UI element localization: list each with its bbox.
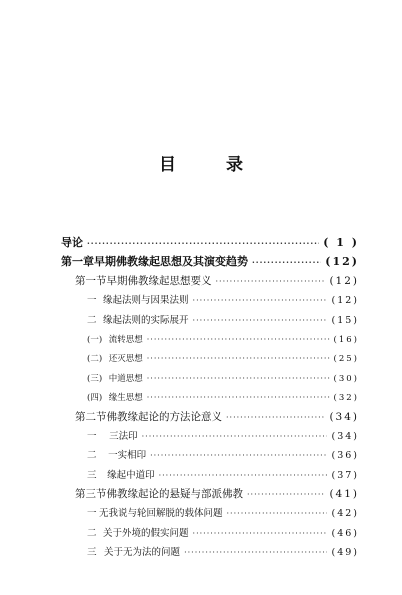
toc-entry-title: 佛教缘起论的悬疑与部派佛教 bbox=[106, 488, 243, 501]
toc-entry-number: 二 bbox=[87, 450, 97, 462]
dot-leader bbox=[193, 291, 328, 310]
dot-leader bbox=[252, 253, 321, 272]
toc-entry-number: (三) bbox=[87, 373, 103, 384]
toc-entry-page: (34) bbox=[331, 430, 359, 442]
dot-leader bbox=[193, 311, 328, 330]
toc-entry bbox=[61, 524, 359, 543]
dot-leader bbox=[147, 388, 330, 407]
toc-entry-page: (42) bbox=[331, 508, 359, 520]
toc-entry-title: 关于外境的假实问题 bbox=[103, 527, 189, 539]
toc-entry-page: (41) bbox=[329, 488, 359, 501]
toc-entry-title: 导论 bbox=[61, 236, 83, 249]
toc-entry-page: (32) bbox=[333, 393, 359, 404]
toc-entry-page: (12) bbox=[329, 274, 359, 287]
toc-entry-page: (36) bbox=[331, 450, 359, 462]
toc-entry-page: (37) bbox=[331, 469, 359, 481]
dot-leader bbox=[247, 485, 325, 504]
toc-entry-title: 中道思想 bbox=[108, 373, 143, 384]
toc-entry-page: (30) bbox=[333, 373, 359, 384]
dot-leader bbox=[87, 234, 319, 253]
toc-entry bbox=[61, 504, 359, 523]
dot-leader bbox=[216, 272, 326, 291]
toc-entry-title: 缘生思想 bbox=[108, 393, 143, 404]
toc-entry-page: (46) bbox=[331, 527, 359, 539]
toc-entry bbox=[61, 408, 359, 427]
toc-entry bbox=[61, 311, 359, 330]
toc-entry-page: ( 1 ) bbox=[323, 236, 359, 249]
toc-entry-title: 关于无为法的问题 bbox=[104, 547, 181, 559]
dot-leader bbox=[142, 427, 328, 446]
dot-leader bbox=[147, 369, 330, 388]
dot-leader bbox=[147, 349, 330, 368]
table-of-contents bbox=[61, 233, 359, 563]
toc-entry-title: 早期佛教缘起思想及其演变趋势 bbox=[94, 255, 248, 269]
toc-entry-page: (12) bbox=[325, 255, 359, 269]
toc-entry-title: 流转思想 bbox=[108, 334, 143, 345]
toc-entry bbox=[61, 252, 359, 271]
toc-entry-number: (四) bbox=[87, 393, 103, 404]
toc-entry-number: 第一章 bbox=[61, 255, 94, 269]
toc-entry bbox=[61, 291, 359, 310]
toc-entry-number: 第三节 bbox=[75, 488, 107, 501]
dot-leader bbox=[227, 504, 328, 523]
toc-entry bbox=[61, 446, 359, 465]
toc-entry-number: 二 bbox=[87, 314, 97, 326]
toc-entry-page: (34) bbox=[329, 410, 359, 423]
toc-entry-page: (49) bbox=[331, 547, 359, 559]
toc-entry bbox=[61, 466, 359, 485]
toc-entry-number: 第一节 bbox=[75, 274, 107, 287]
toc-entry-title: 一实相印 bbox=[108, 450, 147, 462]
toc-entry-number: 一 bbox=[87, 430, 97, 442]
toc-entry bbox=[61, 388, 359, 407]
toc-entry bbox=[61, 349, 359, 368]
toc-entry-title: 三法印 bbox=[109, 430, 138, 442]
dot-leader bbox=[159, 466, 328, 485]
toc-entry-number: 二 bbox=[87, 527, 97, 539]
dot-leader bbox=[150, 446, 327, 465]
toc-entry-title: 还灭思想 bbox=[108, 354, 143, 365]
toc-entry-page: (25) bbox=[333, 354, 359, 365]
toc-entry bbox=[61, 369, 359, 388]
toc-entry-page: (16) bbox=[333, 334, 359, 345]
toc-entry bbox=[61, 543, 359, 562]
dot-leader bbox=[184, 543, 327, 562]
toc-entry bbox=[61, 485, 359, 504]
dot-leader bbox=[226, 408, 325, 427]
toc-entry-number: 三 bbox=[87, 469, 97, 481]
toc-entry-number: (二) bbox=[87, 354, 103, 365]
toc-entry bbox=[61, 427, 359, 446]
toc-entry-title: 缘起法则的实际展开 bbox=[103, 314, 189, 326]
dot-leader bbox=[193, 524, 328, 543]
toc-entry-page: (12) bbox=[331, 295, 359, 307]
page-title: 目 录 bbox=[159, 155, 265, 175]
toc-entry-number: 一 bbox=[87, 508, 97, 520]
toc-entry-number: 第二节 bbox=[75, 410, 107, 423]
toc-entry-number: (一) bbox=[87, 334, 103, 345]
toc-entry-title: 早期佛教缘起思想要义 bbox=[106, 274, 212, 287]
toc-entry bbox=[61, 272, 359, 291]
toc-entry-page: (15) bbox=[331, 314, 359, 326]
toc-entry bbox=[61, 330, 359, 349]
toc-entry-title: 缘起中道印 bbox=[107, 469, 155, 481]
toc-entry bbox=[61, 233, 359, 252]
toc-entry-number: 一 bbox=[87, 295, 97, 307]
toc-entry-title: 无我说与轮回解脱的载体问题 bbox=[99, 508, 223, 520]
toc-entry-title: 佛教缘起论的方法论意义 bbox=[106, 410, 222, 423]
toc-entry-title: 缘起法则与因果法则 bbox=[103, 295, 189, 307]
toc-entry-number: 三 bbox=[87, 547, 97, 559]
dot-leader bbox=[147, 330, 330, 349]
